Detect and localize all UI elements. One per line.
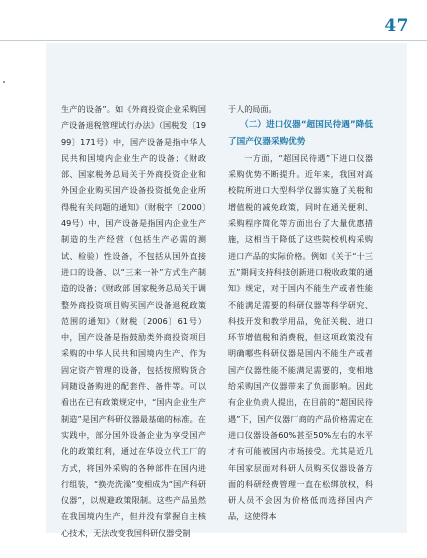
right-column — [228, 101, 373, 525]
section-heading: （二）进口仪器“超国民待遇”降低了国产仪器采购优势 — [228, 120, 373, 147]
right-top-paragraph: 于人的局面。 — [228, 104, 277, 114]
left-paragraph: 生产的设备”。如《外商投资企业采购国产设备退税管理试行办法》（国税发〔1999〕171号）中，国产设备是指中华人民共和国境内企业生产的设备；《财政部、国家税务总局关于外商投资企业和外国企业购买国产设备投资抵免企业所得税有关问题的通知》（财税字〔2000〕49号）中，国产设备是指国内企业生产制造的生产经营（包括生产必需的测试、检验）性设备，不包括从国外直接进口的设备、以“三来一补”方式生产制造的设备；《财政部 国家税务总局关于调整外商投资项目购买国产设备退税政策范围的通知》（财税〔2006〕61号）中，国产设备是指鼓励类外商投资项目采购的中华人民共和国境内生产、作为固定资产管理的设备，包括按照购货合同随设备购进的配套件、备件等。可以看出在已有政策规定中，“国内企业生产制造”是国产科研仪器最基础的标准。在实践中，部分国外设备企业为享受国产化的政策红利，通过在华设立代工厂的方式，将国外采购的各种部件在国内进行组装，“换壳洗澡”变相成为“国产科研仪器”，以规避政策限制。这些产品虽然在我国境内生产，但并没有掌握自主核心技术，无法改变我国科研仪器受制 — [61, 104, 206, 538]
page-number: 47 — [384, 16, 409, 36]
header-rule — [0, 40, 427, 41]
right-body-paragraph: 一方面，“超国民待遇”下进口仪器采购优势不断提升。近年来，我国对高校院所进口大型科学仪器实施了关税和增值税的减免政策，同时在通关便利、采购程序简化等方面出台了大量优惠措施，这相当于降低了这些院校机构采购进口产品的实际价格。例如《关于“十三五”期间支持科技创新进口税收政策的通知》规定，对于国内不能生产或者性能不能满足需要的科研仪器等科学研究、科技开发和教学用品，免征关税、进口环节增值税和消费税，但这项政策没有明确哪些科研仪器是国内不能生产或者国产仪器性能不能满足需要的，变相地给采购国产仪器带来了负面影响。因此有企业负责人提出，在目前的“超国民待遇”下，国产仪器厂商的产品价格需定在进口仪器设备60%甚至50%左右的水平才有可能被国内市场接受。尤其是近几年国家层面对科研人员购买仪器设备方面的科研经费管理一直在松绑放权，科研人员不会因为价格低而选择国内产品，这使得本 — [228, 152, 373, 522]
margin-mark — [3, 81, 5, 83]
left-column — [61, 101, 206, 541]
